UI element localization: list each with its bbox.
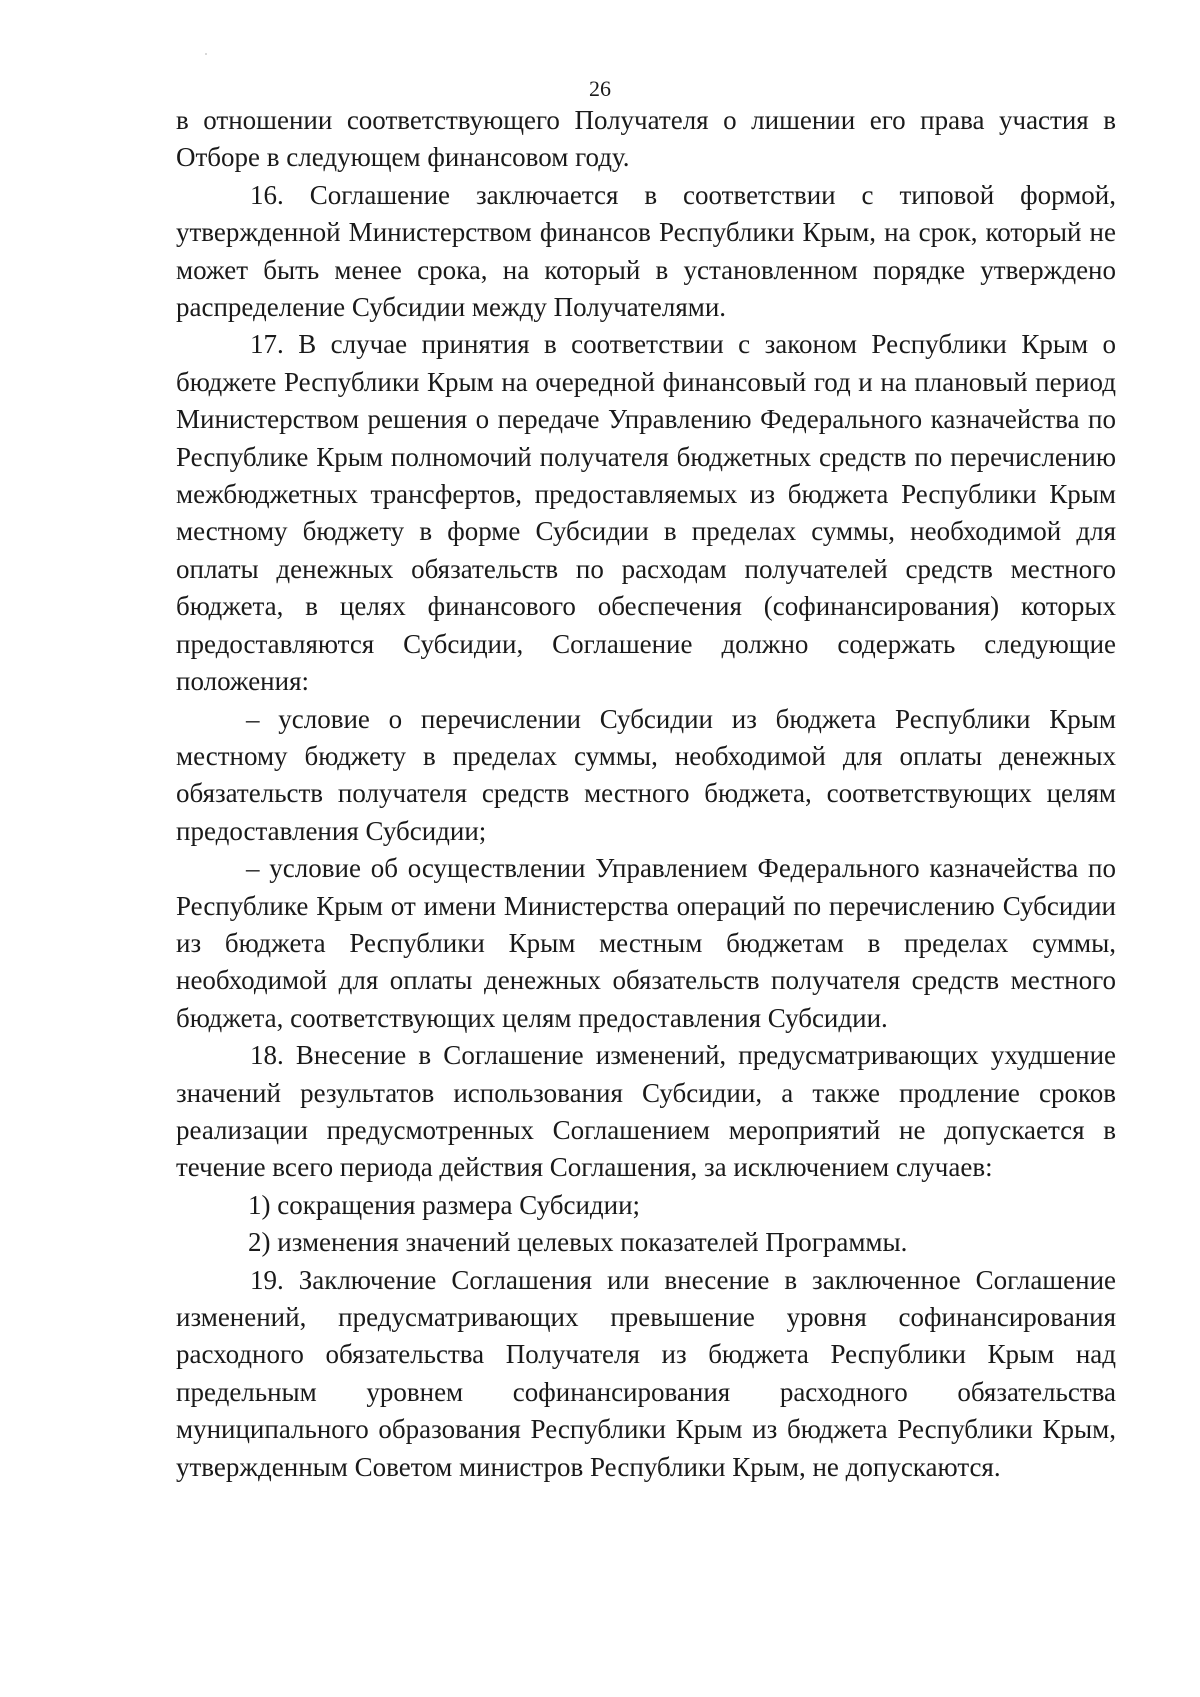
- dash-item-treasury-condition: – условие об осуществлении Управлением Федерального казначейства по Республике Крым от имени Министерства операций по перечислению Субсидии из бюджета Республики Крым местным бюджетам в пределах суммы, необходимой для оплаты денежных обязательств получателя средств местного бюджета, соответствующих целям предоставления Субсидии.: [176, 853, 1116, 1033]
- scan-dot: [205, 53, 207, 55]
- paragraph-continuation: в отношении соответствующего Получателя о лишении его права участия в Отборе в следующем финансовом году.: [176, 105, 1116, 173]
- document-body: [176, 102, 1116, 1486]
- paragraph-18: 18. Внесение в Соглашение изменений, предусматривающих ухудшение значений результатов использования Субсидии, а также продление сроков реализации предусмотренных Соглашением мероприятий не допускается в течение всего периода действия Соглашения, за исключением случаев:: [176, 1040, 1116, 1183]
- paragraph-17: 17. В случае принятия в соответствии с законом Республики Крым о бюджете Республики Крым на очередной финансовый год и на плановый период Министерством решения о передаче Управлению Федерального казначейства по Республике Крым полномочий получателя бюджетных средств по перечислению межбюджетных трансфертов, предоставляемых из бюджета Республики Крым местному бюджету в форме Субсидии в пределах суммы, необходимой для оплаты денежных обязательств по расходам получателей средств местного бюджета, в целях финансового обеспечения (софинансирования) которых предоставляются Субсидии, Соглашение должно содержать следующие положения:: [176, 329, 1116, 697]
- list-item-1: 1) сокращения размера Субсидии;: [248, 1189, 641, 1220]
- page-number: 26: [589, 76, 611, 101]
- paragraph-19: 19. Заключение Соглашения или внесение в заключенное Соглашение изменений, предусматривающих превышение уровня софинансирования расходного обязательства Получателя из бюджета Республики Крым над предельным уровнем софинансирования расходного обязательства муниципального образования Республики Крым из бюджета Республики Крым, утвержденным Советом министров Республики Крым, не допускаются.: [176, 1264, 1116, 1482]
- dash-item-transfer-condition: – условие о перечислении Субсидии из бюджета Республики Крым местному бюджету в пределах суммы, необходимой для оплаты денежных обязательств получателя средств местного бюджета, соответствующих целям предоставления Субсидии;: [176, 703, 1116, 846]
- list-item-2: 2) изменения значений целевых показателей Программы.: [248, 1227, 908, 1258]
- paragraph-16: 16. Соглашение заключается в соответствии с типовой формой, утвержденной Министерством финансов Республики Крым, на срок, который не может быть менее срока, на который в установленном порядке утверждено распределение Субсидии между Получателями.: [176, 179, 1116, 323]
